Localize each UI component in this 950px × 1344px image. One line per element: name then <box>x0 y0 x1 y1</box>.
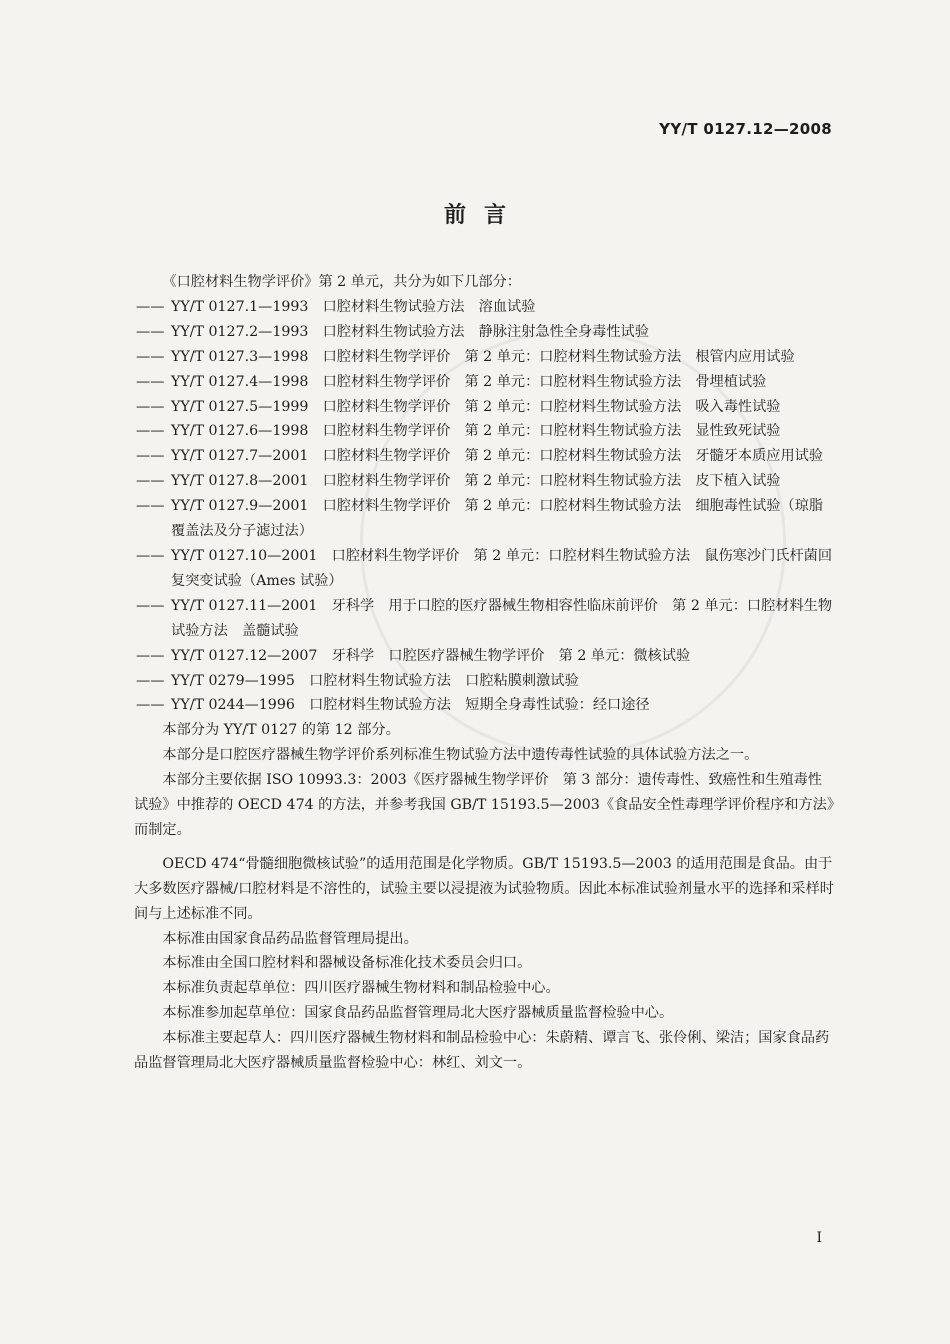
dash-marker: —— <box>136 323 165 340</box>
body-paragraph: 本部分主要依据 ISO 10993.3：2003《医疗器械生物学评价 第 3 部分：遗传毒性、致癌性和生殖毒性试验》中推荐的 OECD 474 的方法，并参考我国 GB/T 15193.5—2003《食品安全性毒理学评价程序和方法》而制定。 <box>134 772 834 838</box>
dash-marker: —— <box>136 348 165 365</box>
dash-marker: —— <box>136 547 165 564</box>
dash-marker: —— <box>136 498 165 515</box>
part-text: YY/T 0127.3—1998 口腔材料生物学评价 第 2 单元：口腔材料生物试验方法 根管内应用试验 <box>171 348 795 365</box>
part-text: YY/T 0127.1—1993 口腔材料生物试验方法 溶血试验 <box>171 298 536 315</box>
part-text: YY/T 0244—1996 口腔材料生物试验方法 短期全身毒性试验：经口途径 <box>171 697 650 714</box>
body-paragraph: OECD 474“骨髓细胞微核试验”的适用范围是化学物质。GB/T 15193.5—2003 的适用范围是食品。由于大多数医疗器械/口腔材料是不溶性的，试验主要以浸提液为试验物质。因此本标准试验剂量水平的选择和采样时间与上述标准不同。 <box>134 855 834 922</box>
part-list-item <box>134 494 834 544</box>
part-list-item <box>134 669 834 694</box>
body-paragraph: 本标准由国家食品药品监督管理局提出。 <box>162 930 418 947</box>
part-list-item <box>134 444 834 469</box>
dash-marker: —— <box>136 672 165 689</box>
part-text: YY/T 0279—1995 口腔材料生物试验方法 口腔粘膜刺激试验 <box>171 672 579 689</box>
part-text: YY/T 0127.11—2001 牙科学 用于口腔的医疗器械生物相容性临床前评价 第 2 单元：口腔材料生物试验方法 盖髓试验 <box>171 597 833 639</box>
body-paragraph: 本标准负责起草单位：四川医疗器械生物材料和制品检验中心。 <box>162 980 560 997</box>
standard-number: YY/T 0127.12—2008 <box>659 120 832 138</box>
part-text: YY/T 0127.2—1993 口腔材料生物试验方法 静脉注射急性全身毒性试验 <box>171 323 649 340</box>
dash-marker: —— <box>136 298 165 315</box>
part-list-item <box>134 419 834 444</box>
paragraphs-a <box>134 718 834 843</box>
document-body <box>134 270 834 1076</box>
part-text: YY/T 0127.4—1998 口腔材料生物学评价 第 2 单元：口腔材料生物试验方法 骨埋植试验 <box>171 373 767 390</box>
page-number: I <box>816 1230 822 1246</box>
part-text: YY/T 0127.8—2001 口腔材料生物学评价 第 2 单元：口腔材料生物试验方法 皮下植入试验 <box>171 473 781 490</box>
dash-marker: —— <box>136 597 165 614</box>
dash-marker: —— <box>136 473 165 490</box>
paragraphs-b <box>134 852 834 1076</box>
part-list-item <box>134 345 834 370</box>
dash-marker: —— <box>136 697 165 714</box>
part-list-item <box>134 395 834 420</box>
parts-list <box>134 295 834 718</box>
paragraph-gap <box>134 843 834 852</box>
part-text: YY/T 0127.9—2001 口腔材料生物学评价 第 2 单元：口腔材料生物试验方法 细胞毒性试验（琼脂覆盖法及分子滤过法） <box>171 498 824 540</box>
dash-marker: —— <box>136 373 165 390</box>
part-text: YY/T 0127.6—1998 口腔材料生物学评价 第 2 单元：口腔材料生物试验方法 显性致死试验 <box>171 423 781 440</box>
body-paragraph: 本部分是口腔医疗器械生物学评价系列标准生物试验方法中遗传毒性试验的具体试验方法之一。 <box>162 747 759 764</box>
part-list-item <box>134 295 834 320</box>
body-paragraph: 本标准主要起草人：四川医疗器械生物材料和制品检验中心：朱蔚精、谭言飞、张伶俐、梁洁；国家食品药品监督管理局北大医疗器械质量监督检验中心：林红、刘文一。 <box>134 1030 830 1072</box>
part-list-item <box>134 370 834 395</box>
intro-paragraph: 《口腔材料生物学评价》第 2 单元，共分为如下几部分： <box>162 274 521 290</box>
part-text: YY/T 0127.10—2001 口腔材料生物学评价 第 2 单元：口腔材料生物试验方法 鼠伤寒沙门氏杆菌回复突变试验（Ames 试验） <box>171 547 833 589</box>
dash-marker: —— <box>136 448 165 465</box>
dash-marker: —— <box>136 423 165 440</box>
body-paragraph: 本部分为 YY/T 0127 的第 12 部分。 <box>162 722 400 739</box>
part-list-item <box>134 320 834 345</box>
part-list-item <box>134 644 834 669</box>
part-list-item <box>134 469 834 494</box>
part-list-item <box>134 693 834 718</box>
page-title: 前言 <box>443 202 524 228</box>
body-paragraph: 本标准参加起草单位：国家食品药品监督管理局北大医疗器械质量监督检验中心。 <box>162 1005 674 1022</box>
part-text: YY/T 0127.5—1999 口腔材料生物学评价 第 2 单元：口腔材料生物试验方法 吸入毒性试验 <box>171 398 781 415</box>
body-paragraph: 本标准由全国口腔材料和器械设备标准化技术委员会归口。 <box>162 955 532 972</box>
dash-marker: —— <box>136 398 165 415</box>
part-list-item <box>134 544 834 594</box>
part-list-item <box>134 594 834 644</box>
dash-marker: —— <box>136 647 165 664</box>
part-text: YY/T 0127.12—2007 牙科学 口腔医疗器械生物学评价 第 2 单元：微核试验 <box>171 647 691 664</box>
part-text: YY/T 0127.7—2001 口腔材料生物学评价 第 2 单元：口腔材料生物试验方法 牙髓牙本质应用试验 <box>171 448 824 465</box>
